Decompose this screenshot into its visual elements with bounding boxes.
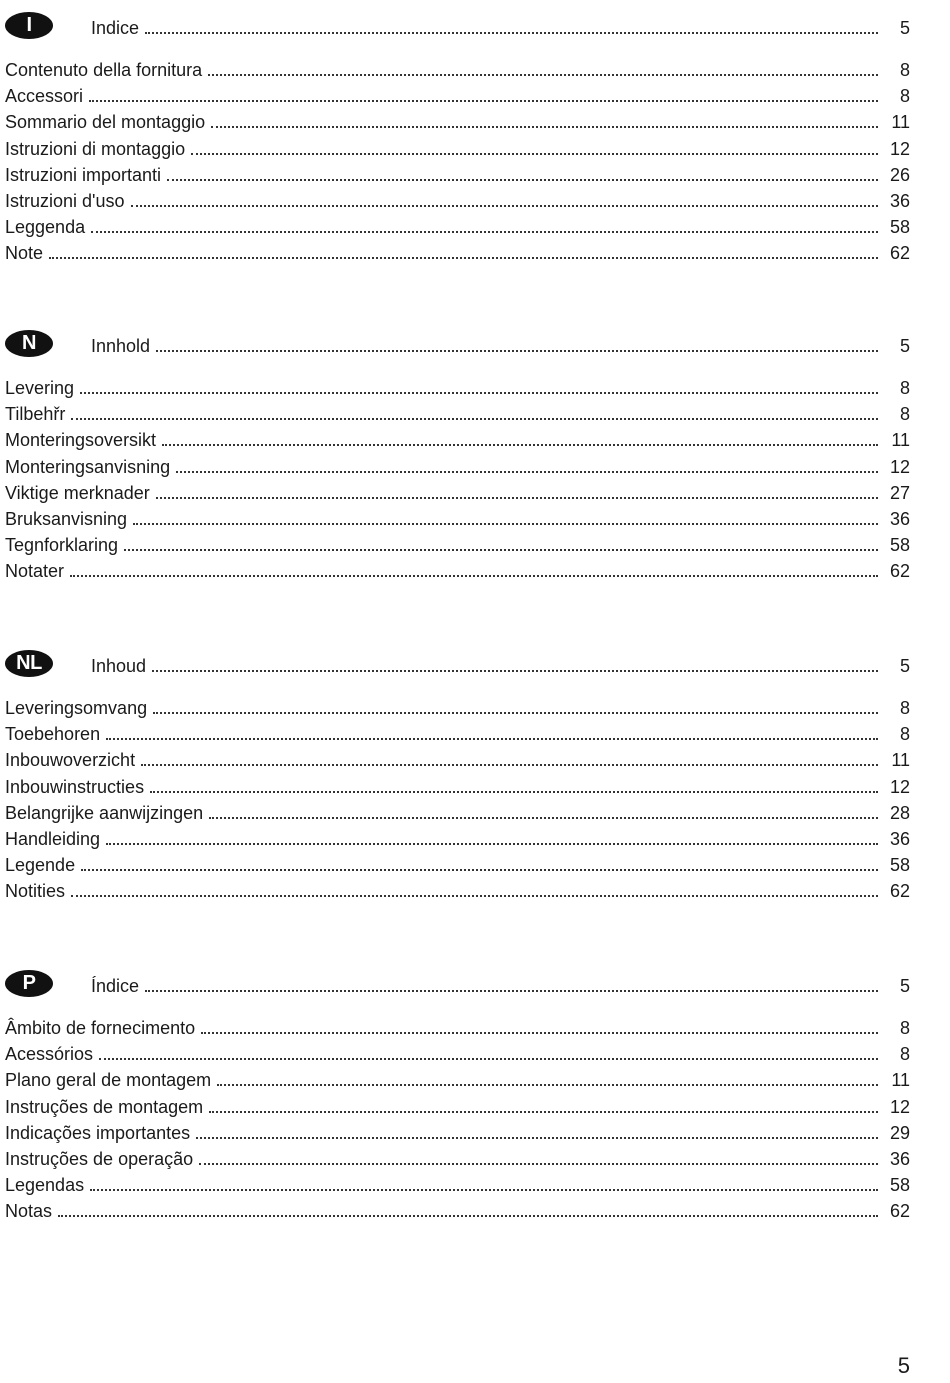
toc-entry <box>0 400 950 426</box>
dot-leader <box>49 239 878 259</box>
toc-entry-label: Inbouwoverzicht <box>5 750 136 771</box>
toc-entry-label: Istruzioni importanti <box>5 164 162 185</box>
toc-entry-page: 8 <box>899 698 910 718</box>
dot-leader <box>124 531 878 551</box>
dot-leader <box>167 161 878 181</box>
toc-entry <box>0 746 950 772</box>
toc-entry-label: Bruksanvisning <box>5 508 128 529</box>
toc-entry <box>0 56 950 82</box>
toc-entry <box>0 799 950 825</box>
dot-leader <box>201 1014 878 1034</box>
toc-heading-line <box>91 972 910 997</box>
toc-entry-page: 8 <box>899 1044 910 1065</box>
toc-entry <box>0 239 950 265</box>
toc-heading-label: Índice <box>91 976 140 996</box>
toc-entry <box>0 161 950 187</box>
dot-leader <box>153 694 878 714</box>
toc-entry <box>0 479 950 505</box>
toc-entry <box>0 1014 950 1040</box>
toc-heading-page: 5 <box>899 656 910 676</box>
toc-heading-line <box>91 14 910 39</box>
dot-leader <box>71 877 878 897</box>
toc-entry <box>0 453 950 479</box>
toc-entry-page: 58 <box>889 217 910 238</box>
toc-entry <box>0 374 950 400</box>
dot-leader <box>141 746 878 766</box>
toc-entry-page: 12 <box>889 1096 910 1117</box>
dot-leader <box>176 453 878 473</box>
toc-entry-page: 11 <box>891 750 910 771</box>
dot-leader <box>58 1197 878 1217</box>
toc-entry <box>0 108 950 134</box>
toc-heading-label: Inhoud <box>91 656 147 676</box>
toc-entry-page: 12 <box>889 138 910 159</box>
toc-entry-label: Toebehoren <box>5 724 101 745</box>
toc-entry-page: 8 <box>899 378 910 398</box>
dot-leader <box>156 479 878 499</box>
toc-entry <box>0 135 950 161</box>
toc-entry-label: Instruções de operação <box>5 1148 194 1169</box>
dot-leader <box>162 426 878 446</box>
toc-entry <box>0 1040 950 1066</box>
toc-entry <box>0 505 950 531</box>
toc-entry-page: 62 <box>889 881 910 902</box>
toc-entry-label: Istruzioni d'uso <box>5 190 125 211</box>
toc-section-norwegian <box>0 328 950 584</box>
dot-leader <box>150 773 878 793</box>
toc-entry-page: 58 <box>889 855 910 876</box>
toc-entry-page: 12 <box>889 776 910 797</box>
toc-entry <box>0 877 950 903</box>
toc-entry-label: Note <box>5 243 44 264</box>
toc-entry-label: Istruzioni di montaggio <box>5 138 186 159</box>
toc-entry-label: Inbouwinstructies <box>5 776 145 797</box>
dot-leader <box>145 972 878 992</box>
toc-entry <box>0 82 950 108</box>
toc-entry-page: 11 <box>891 430 910 451</box>
toc-entry <box>0 1197 950 1223</box>
toc-entry <box>0 1171 950 1197</box>
toc-entry-label: Âmbito de fornecimento <box>5 1018 196 1038</box>
page-number: 5 <box>897 1353 910 1378</box>
language-badge-nl: NL <box>5 650 53 677</box>
toc-section-dutch <box>0 648 950 904</box>
toc-entry-page: 36 <box>889 508 910 529</box>
toc-entry-page: 36 <box>889 828 910 849</box>
toc-section-portuguese <box>0 968 950 1224</box>
dot-leader <box>89 82 878 102</box>
dot-leader <box>209 799 878 819</box>
toc-heading-page: 5 <box>899 976 910 996</box>
toc-entry-label: Leggenda <box>5 217 86 238</box>
toc-entry-page: 62 <box>889 243 910 264</box>
toc-heading-page: 5 <box>899 18 910 38</box>
toc-entry <box>0 1119 950 1145</box>
toc-entry-list <box>0 56 950 266</box>
dot-leader <box>196 1119 878 1139</box>
toc-entry-label: Handleiding <box>5 828 101 849</box>
toc-heading-line <box>91 332 910 357</box>
dot-leader <box>106 720 878 740</box>
toc-entry-page: 11 <box>891 112 910 133</box>
dot-leader <box>90 1171 878 1191</box>
toc-entry-label: Notater <box>5 561 65 582</box>
dot-leader <box>152 652 878 672</box>
toc-entry-page: 11 <box>891 1070 910 1091</box>
dot-leader <box>106 825 878 845</box>
toc-entry <box>0 773 950 799</box>
toc-entry-page: 58 <box>889 1175 910 1196</box>
dot-leader <box>131 187 879 207</box>
toc-entry <box>0 426 950 452</box>
toc-entry-label: Plano geral de montagem <box>5 1070 212 1091</box>
language-badge-p: P <box>5 970 53 997</box>
dot-leader <box>191 135 878 155</box>
toc-entry-label: Notities <box>5 881 66 902</box>
toc-entry-list <box>0 1014 950 1224</box>
toc-heading-page: 5 <box>899 336 910 356</box>
toc-entry-label: Leveringsomvang <box>5 698 148 718</box>
toc-entry-label: Notas <box>5 1201 53 1222</box>
toc-entry-page: 8 <box>899 1018 910 1038</box>
toc-entry-page: 8 <box>899 724 910 745</box>
toc-heading-label: Innhold <box>91 336 151 356</box>
toc-entry <box>0 851 950 877</box>
section-header <box>0 328 950 362</box>
section-header <box>0 10 950 44</box>
toc-entry-label: Acessórios <box>5 1044 94 1065</box>
toc-entry-label: Accessori <box>5 86 84 107</box>
toc-entry-list <box>0 694 950 904</box>
toc-entry <box>0 531 950 557</box>
dot-leader <box>80 374 878 394</box>
toc-entry-list <box>0 374 950 584</box>
toc-heading-label: Indice <box>91 18 140 38</box>
toc-entry-label: Viktige merknader <box>5 482 150 503</box>
toc-entry-label: Contenuto della fornitura <box>5 60 203 80</box>
toc-entry-label: Monteringsanvisning <box>5 456 171 477</box>
toc-heading-line <box>91 652 910 677</box>
dot-leader <box>133 505 878 525</box>
toc-entry-page: 28 <box>889 802 910 823</box>
toc-entry-label: Belangrijke aanwijzingen <box>5 802 204 823</box>
toc-entry-page: 58 <box>889 535 910 556</box>
toc-entry-page: 62 <box>889 561 910 582</box>
dot-leader <box>70 557 878 577</box>
toc-entry-page: 29 <box>889 1122 910 1143</box>
toc-entry-page: 62 <box>889 1201 910 1222</box>
section-header <box>0 648 950 682</box>
toc-entry-label: Monteringsoversikt <box>5 430 157 451</box>
dot-leader <box>145 14 878 34</box>
dot-leader <box>217 1066 878 1086</box>
toc-entry <box>0 1145 950 1171</box>
section-header <box>0 968 950 1002</box>
dot-leader <box>209 1093 878 1113</box>
dot-leader <box>99 1040 878 1060</box>
toc-section-italian <box>0 10 950 266</box>
toc-entry <box>0 213 950 239</box>
dot-leader <box>91 213 878 233</box>
toc-entry-page: 36 <box>889 190 910 211</box>
dot-leader <box>71 400 878 420</box>
dot-leader <box>211 108 878 128</box>
toc-entry-page: 8 <box>899 60 910 80</box>
toc-entry-page: 8 <box>899 404 910 425</box>
language-badge-n: N <box>5 330 53 357</box>
toc-entry <box>0 1093 950 1119</box>
toc-entry-label: Legende <box>5 855 76 876</box>
toc-entry-page: 8 <box>899 86 910 107</box>
toc-entry-label: Tegnforklaring <box>5 535 119 556</box>
toc-entry-label: Indicações importantes <box>5 1122 191 1143</box>
toc-entry-label: Legendas <box>5 1175 85 1196</box>
dot-leader <box>208 56 878 76</box>
toc-entry-label: Levering <box>5 378 75 398</box>
toc-entry <box>0 720 950 746</box>
language-badge-i: I <box>5 12 53 39</box>
toc-entry <box>0 1066 950 1092</box>
toc-entry-page: 26 <box>889 164 910 185</box>
toc-entry <box>0 557 950 583</box>
toc-entry-label: Instruções de montagem <box>5 1096 204 1117</box>
toc-entry-page: 36 <box>889 1148 910 1169</box>
toc-entry-label: Tilbehřr <box>5 404 66 425</box>
toc-entry <box>0 187 950 213</box>
dot-leader <box>81 851 878 871</box>
toc-entry-page: 27 <box>889 482 910 503</box>
toc-entry-page: 12 <box>889 456 910 477</box>
dot-leader <box>156 332 878 352</box>
toc-entry-label: Sommario del montaggio <box>5 112 206 133</box>
toc-entry <box>0 825 950 851</box>
toc-entry <box>0 694 950 720</box>
dot-leader <box>199 1145 878 1165</box>
